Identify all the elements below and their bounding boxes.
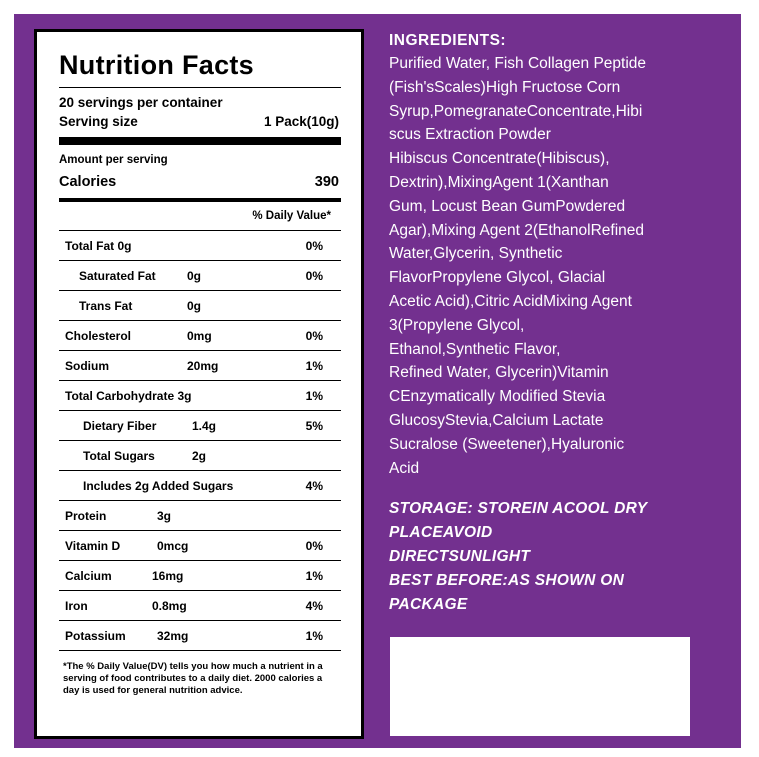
ingredients-line: Acetic Acid),Citric AcidMixing Agent (389, 292, 632, 310)
ingredients-line: CEnzymatically Modified Stevia (389, 388, 606, 406)
storage-line: BEST BEFORE:AS SHOWN ON (389, 572, 625, 589)
nutrient-amount: 20mg (187, 359, 219, 373)
nutrient-row (59, 290, 341, 320)
nutrient-name: Trans Fat (79, 299, 133, 313)
blank-label-box (390, 637, 690, 736)
ingredients-line: Water,Glycerin, Synthetic (389, 245, 563, 263)
nutrient-amount: 0mcg (157, 539, 189, 553)
ingredients-line: Syrup,PomegranateConcentrate,Hibi (389, 102, 643, 120)
nutrient-row (59, 500, 341, 530)
nutrient-daily-value: 4% (305, 599, 323, 613)
ingredients-line: FlavorPropylene Glycol, Glacial (389, 269, 606, 287)
ingredients-line: Agar),Mixing Agent 2(EthanolRefined (389, 221, 645, 239)
nutrient-amount: 1.4g (192, 419, 217, 433)
nutrient-row (59, 380, 341, 410)
nutrient-name: Protein (65, 509, 107, 523)
divider-thick (59, 137, 341, 145)
servings-per-container: 20 servings per container (59, 95, 223, 110)
serving-size-label: Serving size (59, 114, 138, 129)
nutrient-daily-value: 4% (305, 479, 323, 493)
nutrient-name: Cholesterol (65, 329, 132, 343)
nutrient-rows (59, 230, 341, 650)
nutrient-name: Includes 2g Added Sugars (83, 479, 234, 493)
nutrient-amount: 0g (187, 299, 202, 313)
nutrient-daily-value: 0% (305, 329, 323, 343)
ingredients-line: Acid (389, 459, 420, 477)
nutrient-amount: 0g (187, 269, 202, 283)
nutrient-daily-value: 0% (305, 539, 323, 553)
nutrient-amount: 32mg (157, 629, 189, 643)
ingredients-line: Purified Water, Fish Collagen Peptide (389, 55, 647, 72)
nutrient-name: Saturated Fat (79, 269, 156, 283)
storage-line: PLACEAVOID (389, 524, 493, 541)
nutrient-daily-value: 0% (305, 269, 323, 283)
ingredients-line: GlucosyStevia,Calcium Lactate (389, 411, 604, 429)
storage-line: STORAGE: STOREIN ACOOL DRY (389, 500, 648, 517)
amount-per-serving: Amount per serving (59, 154, 168, 166)
calories-label: Calories (59, 174, 117, 190)
ingredients-line: Gum, Locust Bean GumPowdered (389, 197, 626, 215)
nutrient-amount: 0mg (187, 329, 212, 343)
nutrient-row (59, 470, 341, 500)
calories-value: 390 (314, 174, 339, 190)
nutrient-daily-value: 1% (305, 629, 323, 643)
ingredients-line: Sucralose (Sweetener),Hyaluronic (389, 435, 625, 453)
ingredients-line: Dextrin),MixingAgent 1(Xanthan (389, 173, 609, 191)
nutrient-name: Vitamin D (65, 539, 121, 553)
ingredients-line: (Fish'sScales)High Fructose Corn (389, 78, 621, 96)
storage-line: PACKAGE (389, 596, 468, 613)
nutrient-row (59, 530, 341, 560)
nutrient-daily-value: 0% (305, 239, 323, 253)
nutrient-name: Dietary Fiber (83, 419, 157, 433)
ingredients-heading: INGREDIENTS: (389, 32, 507, 49)
calories-row (59, 167, 341, 198)
divider (59, 87, 341, 88)
storage-instructions (389, 497, 739, 617)
ingredients-block (389, 30, 739, 480)
nutrient-row (59, 320, 341, 350)
nutrient-row (59, 590, 341, 620)
ingredients-text (389, 52, 739, 480)
nutrient-amount: 3g (157, 509, 172, 523)
nutrient-row (59, 410, 341, 440)
nutrient-name: Calcium (65, 569, 112, 583)
nutrient-row (59, 620, 341, 650)
nutrient-row (59, 440, 341, 470)
storage-line: DIRECTSUNLIGHT (389, 548, 531, 565)
nutrient-name: Sodium (65, 359, 109, 373)
nutrition-facts-label (34, 29, 364, 739)
nutrient-amount: 0.8mg (152, 599, 187, 613)
nutrient-name: Total Sugars (83, 449, 155, 463)
nutrient-daily-value: 1% (305, 569, 323, 583)
ingredients-line: Hibiscus Concentrate(Hibiscus), (389, 150, 610, 168)
nutrient-row (59, 350, 341, 380)
nutrient-name: Potassium (65, 629, 126, 643)
nutrient-row (59, 230, 341, 260)
nutrient-name: Total Carbohydrate 3g (65, 389, 192, 403)
nutrient-daily-value: 1% (305, 359, 323, 373)
nutrient-row (59, 560, 341, 590)
daily-value-footnote: *The % Daily Value(DV) tells you how much a nutrient in a serving of food contributes to a daily diet. 2000 calories a day is used for general nutrition advice. (63, 661, 323, 696)
ingredients-line: scus Extraction Powder (389, 126, 551, 144)
daily-value-header: % Daily Value* (252, 210, 331, 222)
nutrition-title: Nutrition Facts (59, 50, 255, 80)
serving-size (59, 113, 341, 131)
serving-size-value: 1 Pack(10g) (263, 114, 339, 129)
ingredients-line: Refined Water, Glycerin)Vitamin (389, 364, 609, 382)
nutrient-name: Iron (65, 599, 88, 613)
ingredients-line: 3(Propylene Glycol, (389, 316, 525, 334)
nutrient-amount: 2g (192, 449, 207, 463)
ingredients-line: Ethanol,Synthetic Flavor, (389, 340, 561, 358)
nutrient-daily-value: 5% (305, 419, 323, 433)
nutrient-daily-value: 1% (305, 389, 323, 403)
nutrient-row (59, 260, 341, 290)
nutrient-amount: 16mg (152, 569, 184, 583)
nutrient-name: Total Fat 0g (65, 239, 132, 253)
